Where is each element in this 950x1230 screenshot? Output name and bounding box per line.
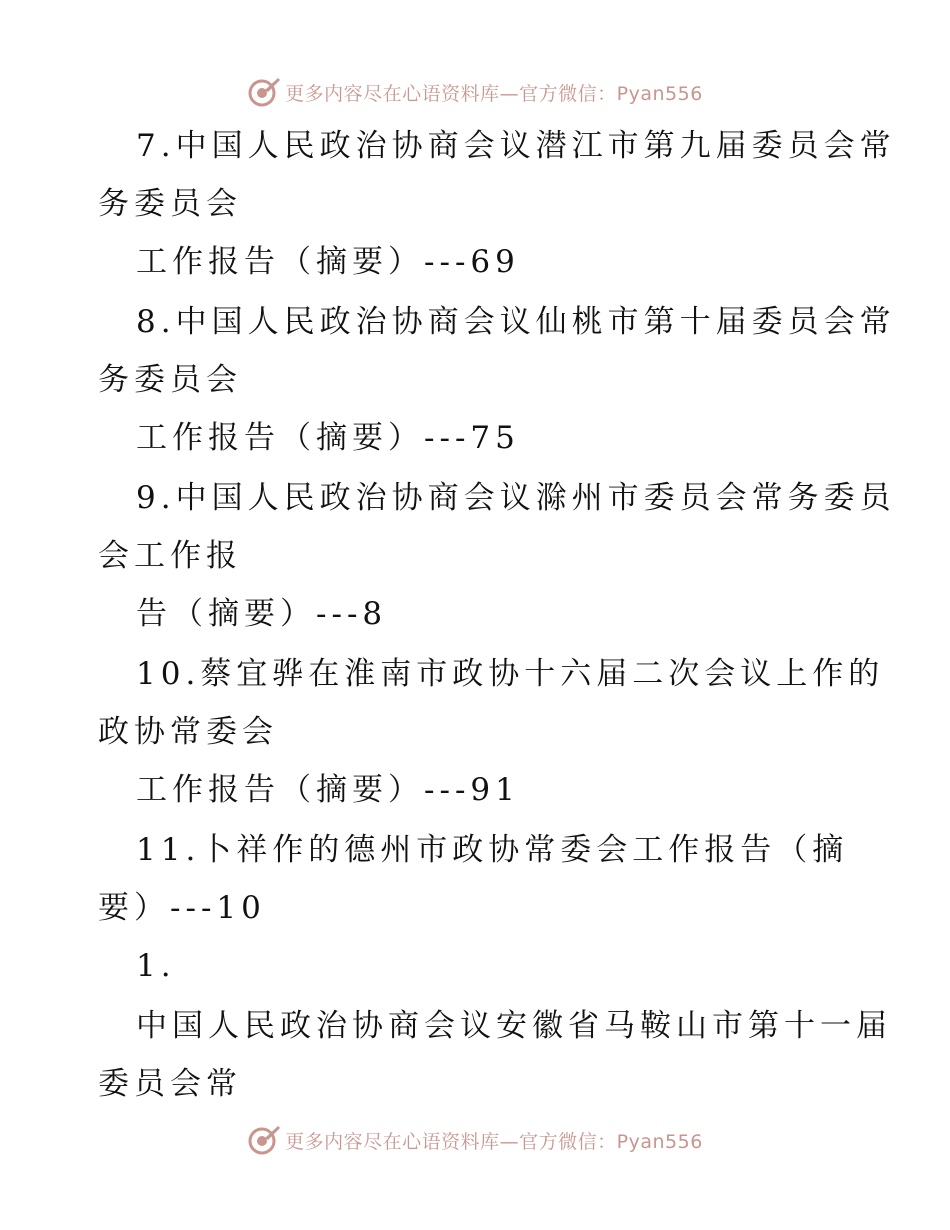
text-line: 政协常委会 bbox=[98, 714, 278, 750]
text-line: 委员会常 bbox=[98, 1066, 242, 1102]
header-watermark bbox=[0, 72, 950, 112]
header-watermark-text: 更多内容尽在心语资料库—官方微信：Pyan556 bbox=[285, 82, 703, 105]
text-line: 工作报告（摘要）---69 bbox=[136, 244, 520, 280]
footer-watermark bbox=[0, 1120, 950, 1160]
text-line: 工作报告（摘要）---91 bbox=[136, 772, 520, 808]
text-line: 中国人民政治协商会议安徽省马鞍山市第十一届 bbox=[136, 1008, 892, 1044]
text-line: 1. bbox=[136, 948, 176, 984]
text-line: 会工作报 bbox=[98, 538, 242, 574]
text-line: 11.卜祥作的德州市政协常委会工作报告（摘 bbox=[136, 832, 849, 868]
text-line: 8.中国人民政治协商会议仙桃市第十届委员会常 bbox=[136, 304, 896, 340]
text-line: 要）---10 bbox=[98, 890, 266, 926]
text-line: 7.中国人民政治协商会议潜江市第九届委员会常 bbox=[136, 128, 896, 164]
quill-seal-icon bbox=[247, 75, 281, 109]
text-line: 工作报告（摘要）---75 bbox=[136, 420, 520, 456]
text-line: 9.中国人民政治协商会议滁州市委员会常务委员 bbox=[136, 480, 896, 516]
text-line: 告（摘要）---8 bbox=[136, 596, 388, 632]
quill-seal-icon bbox=[247, 1123, 281, 1157]
footer-watermark-text: 更多内容尽在心语资料库—官方微信：Pyan556 bbox=[285, 1130, 703, 1153]
text-line: 务委员会 bbox=[98, 186, 242, 222]
text-line: 务委员会 bbox=[98, 362, 242, 398]
text-line: 10.蔡宜骅在淮南市政协十六届二次会议上作的 bbox=[136, 656, 885, 692]
